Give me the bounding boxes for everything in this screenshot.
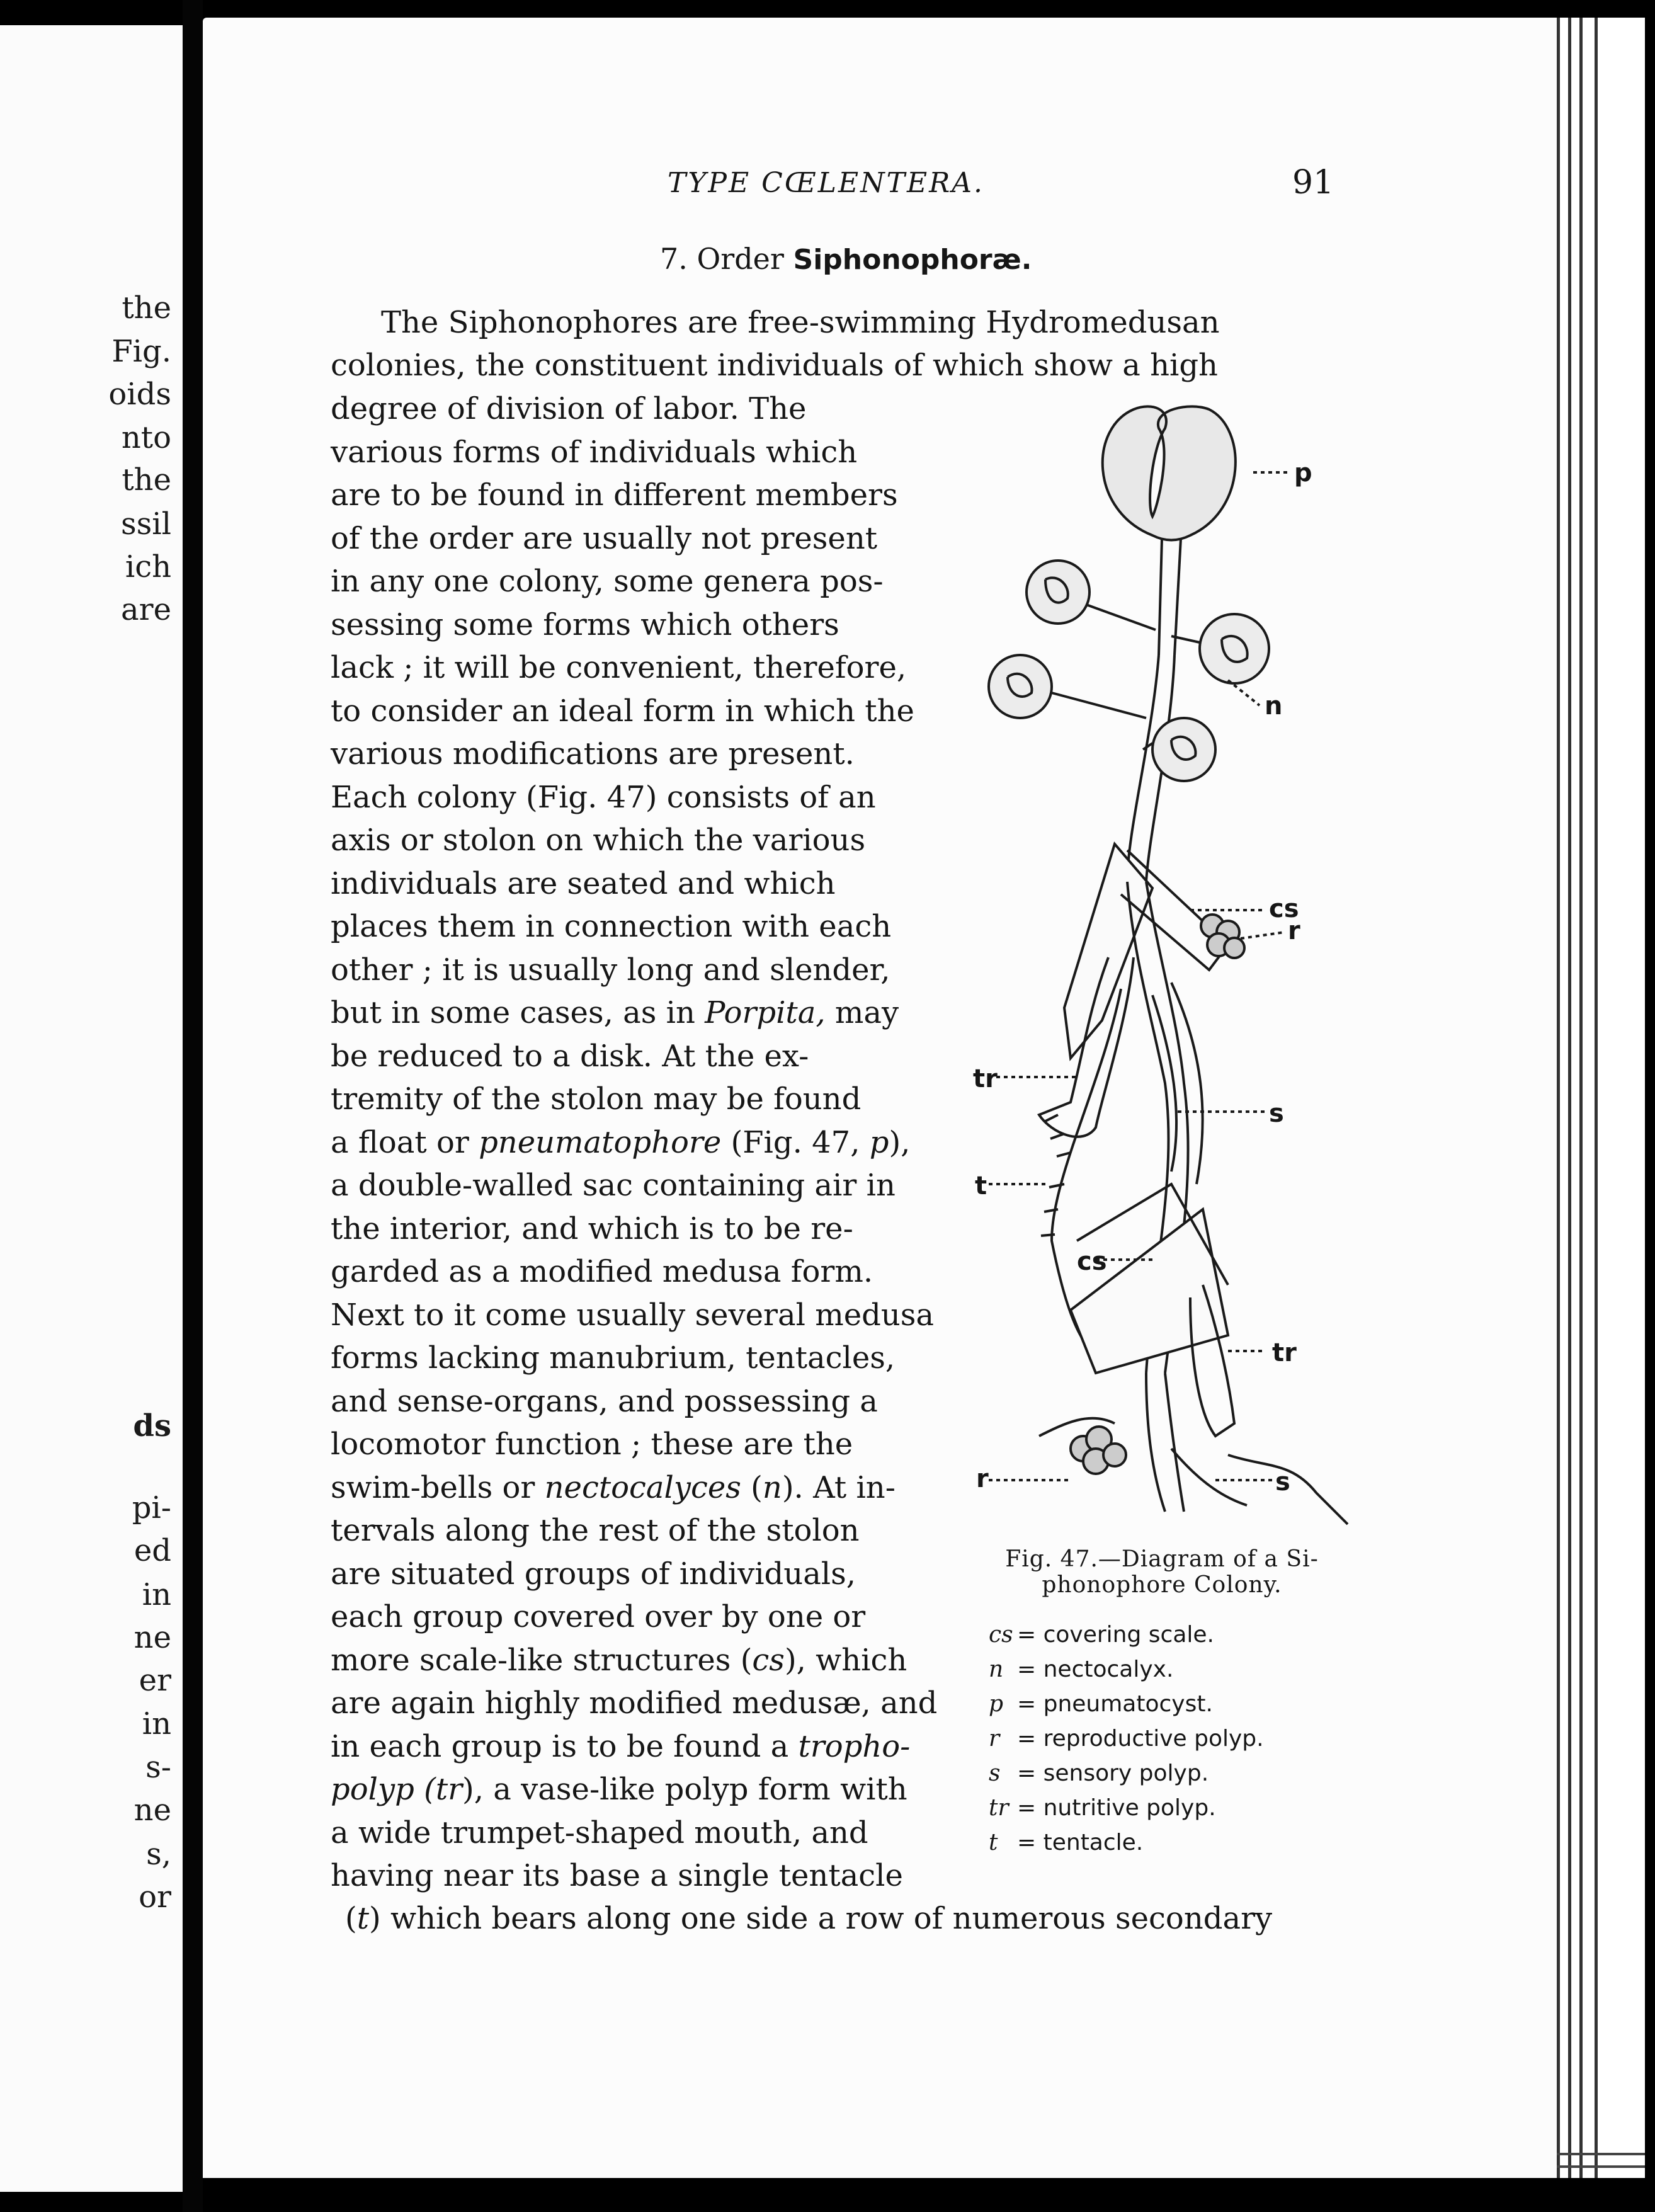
- caption-title: Fig. 47.—Diagram of a Si-: [1005, 1546, 1319, 1572]
- legend-item: [989, 1691, 1213, 1717]
- text-segment: but in some cases, as in: [331, 995, 705, 1030]
- figure-label: tr: [973, 1064, 998, 1093]
- legend-symbol: t: [989, 1830, 998, 1856]
- left-fragment: ssil: [121, 506, 171, 542]
- legend-symbol: cs: [989, 1622, 1013, 1648]
- left-fragment: ds: [133, 1408, 171, 1444]
- text-line: The Siphonophores are free-swimming Hydromedusan: [381, 305, 1220, 340]
- legend-text: = reproductive polyp.: [1017, 1726, 1264, 1752]
- text-line: [331, 1127, 951, 1158]
- figure-label: cs: [1077, 1247, 1107, 1276]
- legend-symbol: r: [989, 1726, 1000, 1752]
- section-prefix: 7. Order: [660, 242, 793, 276]
- figure-caption: [960, 1546, 1363, 1598]
- italic-term: p: [869, 1125, 889, 1160]
- text-segment: ) which bears along one side a row of numerous secondary: [369, 1901, 1273, 1936]
- italic-term: nectocalyces: [544, 1470, 741, 1505]
- text-segment: swim-bells or: [331, 1470, 545, 1505]
- italic-term: tr: [435, 1772, 463, 1807]
- figure-label: p: [1294, 459, 1312, 487]
- text-line: garded as a modified medusa form.: [331, 1254, 873, 1289]
- text-line: other ; it is usually long and slender,: [331, 952, 890, 988]
- legend-symbol: tr: [989, 1795, 1009, 1821]
- text-line: [331, 1643, 951, 1678]
- page-edges: [1557, 18, 1645, 2178]
- text-line: locomotor function ; these are the: [331, 1427, 853, 1462]
- left-fragment: er: [139, 1663, 171, 1698]
- text-line: lack ; it will be convenient, therefore,: [331, 650, 907, 685]
- text-line: and sense-organs, and possessing a: [331, 1384, 878, 1419]
- book-gutter: [183, 0, 203, 2212]
- text-line: of the order are usually not present: [331, 521, 878, 556]
- siphonophore-figure: [964, 391, 1373, 1543]
- legend-item: [989, 1726, 1264, 1752]
- text-segment: more scale-like structures (: [331, 1643, 753, 1678]
- legend-item: [989, 1795, 1216, 1821]
- text-line: are situated groups of individuals,: [331, 1556, 856, 1592]
- left-fragment: s-: [145, 1750, 171, 1785]
- text-line: [331, 1772, 951, 1807]
- left-fragment: are: [121, 592, 171, 627]
- section-name: Siphonophoræ.: [793, 244, 1032, 276]
- figure-label: r: [1288, 916, 1300, 945]
- text-line: Each colony (Fig. 47) consists of an: [331, 780, 876, 815]
- left-fragment: oids: [108, 377, 171, 412]
- text-line: axis or stolon on which the various: [331, 823, 866, 858]
- text-segment: (Fig. 47,: [721, 1125, 870, 1160]
- legend-text: = sensory polyp.: [1017, 1760, 1209, 1786]
- text-line: having near its base a single tentacle: [331, 1858, 903, 1893]
- running-title: TYPE CŒLENTERA.: [668, 167, 985, 199]
- text-line: [331, 1470, 951, 1505]
- text-segment: (: [345, 1901, 357, 1936]
- left-fragment: ne: [134, 1620, 171, 1655]
- italic-term: t: [356, 1901, 370, 1936]
- legend-item: [989, 1622, 1214, 1648]
- left-fragment: ne: [134, 1793, 171, 1828]
- text-line: degree of division of labor. The: [331, 391, 807, 426]
- text-segment: in each group is to be found a: [331, 1729, 799, 1764]
- text-line: [345, 1903, 1353, 1934]
- italic-term: pneumatophore: [479, 1125, 722, 1160]
- text-line: each group covered over by one or: [331, 1599, 866, 1634]
- legend-text: = covering scale.: [1017, 1622, 1214, 1648]
- legend-item: [989, 1830, 1143, 1856]
- page-number: 91: [1292, 164, 1334, 202]
- text-line: a wide trumpet-shaped mouth, and: [331, 1815, 868, 1850]
- text-line: are again highly modified medusæ, and: [331, 1685, 938, 1721]
- left-fragment: ich: [125, 549, 171, 584]
- italic-term: n: [762, 1470, 782, 1505]
- text-line: forms lacking manubrium, tentacles,: [331, 1340, 896, 1376]
- figure-label: cs: [1269, 894, 1299, 923]
- left-fragment: nto: [121, 420, 171, 455]
- text-line: the interior, and which is to be re-: [331, 1211, 853, 1246]
- text-line: a double-walled sac containing air in: [331, 1168, 896, 1203]
- figure-label: r: [976, 1464, 989, 1493]
- left-fragment: in: [142, 1706, 171, 1742]
- italic-term: cs: [752, 1643, 785, 1678]
- legend-symbol: p: [989, 1691, 1004, 1717]
- legend-text: = nectocalyx.: [1017, 1656, 1174, 1682]
- text-line: tervals along the rest of the stolon: [331, 1513, 860, 1548]
- legend-item: [989, 1760, 1209, 1786]
- text-segment: may: [825, 995, 899, 1030]
- left-fragment: pi-: [132, 1490, 171, 1525]
- text-line: be reduced to a disk. At the ex-: [331, 1039, 809, 1074]
- left-fragment: the: [122, 462, 171, 498]
- figure-label: s: [1275, 1468, 1290, 1497]
- legend-text: = nutritive polyp.: [1017, 1795, 1216, 1821]
- text-segment: a float or: [331, 1125, 479, 1160]
- legend-symbol: n: [989, 1656, 1004, 1682]
- text-segment: ), a vase-like polyp form with: [462, 1772, 907, 1807]
- legend-symbol: s: [989, 1760, 1001, 1786]
- legend-item: [989, 1656, 1173, 1682]
- legend-text: = tentacle.: [1017, 1830, 1144, 1856]
- text-line: various modifications are present.: [331, 736, 855, 772]
- left-fragment: or: [139, 1879, 171, 1915]
- text-segment: ),: [889, 1125, 911, 1160]
- text-segment: ). At in-: [782, 1470, 896, 1505]
- siphonophore-illustration: [964, 391, 1373, 1543]
- text-line: colonies, the constituent individuals of which show a high: [331, 348, 1218, 383]
- text-segment: ), which: [784, 1643, 907, 1678]
- left-fragment: in: [142, 1577, 171, 1612]
- left-page-margin: [0, 25, 185, 2192]
- text-line: individuals are seated and which: [331, 866, 836, 901]
- italic-term: Porpita,: [705, 995, 826, 1030]
- italic-term: tropho-: [798, 1729, 911, 1764]
- text-line: Next to it come usually several medusa: [331, 1297, 935, 1333]
- left-fragment: the: [122, 290, 171, 326]
- text-line: in any one colony, some genera pos-: [331, 564, 884, 599]
- text-line: are to be found in different members: [331, 477, 898, 513]
- text-segment: (: [741, 1470, 763, 1505]
- section-heading: [660, 242, 1032, 276]
- figure-label: s: [1269, 1099, 1284, 1128]
- left-fragment: Fig.: [111, 334, 171, 369]
- text-line: [331, 1731, 951, 1762]
- left-fragment: s,: [146, 1837, 171, 1872]
- caption-title-cont: phonophore Colony.: [1042, 1572, 1282, 1598]
- text-line: places them in connection with each: [331, 909, 892, 944]
- legend-text: = pneumatocyst.: [1017, 1691, 1213, 1717]
- italic-term: polyp (: [331, 1772, 436, 1807]
- text-line: tremity of the stolon may be found: [331, 1081, 862, 1117]
- figure-label: tr: [1272, 1338, 1297, 1367]
- text-line: various forms of individuals which: [331, 435, 858, 470]
- text-line: [331, 995, 951, 1030]
- text-line: to consider an ideal form in which the: [331, 693, 914, 729]
- left-fragment: ed: [134, 1533, 171, 1568]
- text-line: sessing some forms which others: [331, 607, 839, 642]
- figure-label: t: [975, 1172, 987, 1200]
- figure-label: n: [1265, 692, 1283, 721]
